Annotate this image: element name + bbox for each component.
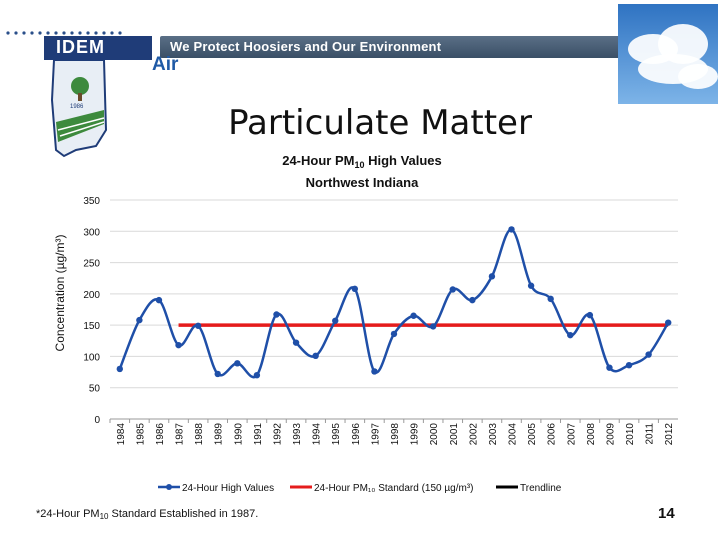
chart-title-sub: 10 [354, 160, 365, 170]
data-point [645, 351, 651, 357]
x-tick-label: 1997 [370, 423, 382, 446]
data-point [606, 364, 612, 370]
data-point [410, 313, 416, 319]
x-tick-label: 1989 [213, 423, 225, 446]
legend-marker [166, 484, 172, 490]
data-point [567, 332, 573, 338]
section-label: Air [152, 54, 179, 75]
x-tick-label: 1991 [252, 423, 264, 446]
data-point [293, 339, 299, 345]
slide-title: Particulate Matter [228, 103, 532, 143]
data-point [665, 319, 671, 325]
y-tick-label: 0 [94, 415, 100, 426]
x-tick-label: 2000 [429, 423, 441, 446]
data-point [371, 368, 377, 374]
x-tick-label: 2007 [566, 423, 578, 446]
x-tick-label: 1987 [174, 423, 186, 446]
x-tick-label: 1999 [409, 423, 421, 446]
y-tick-label: 250 [83, 258, 100, 270]
series-line-high-values [120, 229, 668, 377]
x-tick-label: 1986 [154, 423, 166, 446]
x-tick-label: 2009 [605, 423, 617, 446]
data-point [195, 323, 201, 329]
legend-label-standard: 24-Hour PM₁₀ Standard (150 µg/m³) [314, 483, 474, 494]
data-point [450, 286, 456, 292]
x-tick-label: 1993 [292, 423, 304, 446]
data-point [215, 371, 221, 377]
data-point [332, 318, 338, 324]
x-tick-label: 2010 [625, 423, 637, 446]
y-tick-label: 100 [83, 352, 100, 364]
page-number: 14 [658, 505, 675, 522]
data-point [254, 372, 260, 378]
data-point [626, 362, 632, 368]
x-axis-ticks [110, 419, 675, 445]
data-point [117, 366, 123, 372]
x-tick-label: 2006 [546, 423, 558, 446]
x-tick-label: 1984 [115, 423, 127, 446]
gridlines [110, 200, 678, 419]
y-tick-label: 300 [83, 227, 100, 239]
data-point [352, 286, 358, 292]
data-point [234, 360, 240, 366]
data-point [273, 311, 279, 317]
x-tick-label: 2008 [585, 423, 597, 446]
idem-logo: IDEM [56, 37, 105, 57]
x-tick-label: 2002 [468, 423, 480, 446]
slogan-text: We Protect Hoosiers and Our Environment [170, 39, 442, 54]
x-tick-label: 1992 [272, 423, 284, 446]
chart-title-prefix: 24-Hour PM [282, 153, 355, 168]
y-tick-label: 200 [83, 289, 100, 301]
data-point [508, 226, 514, 232]
data-point [469, 297, 475, 303]
data-point [547, 296, 553, 302]
x-tick-label: 1988 [194, 423, 206, 446]
x-tick-label: 1990 [233, 423, 245, 446]
y-tick-label: 350 [83, 196, 100, 207]
chart-subtitle: Northwest Indiana [305, 175, 419, 190]
chart-legend [158, 483, 562, 494]
footnote-sub: 10 [99, 512, 109, 521]
x-tick-label: 1995 [331, 423, 343, 446]
x-tick-label: 2005 [527, 423, 539, 446]
data-point [175, 342, 181, 348]
x-tick-label: 2011 [644, 423, 656, 445]
legend-label-trendline: Trendline [520, 483, 562, 494]
series-layer [117, 226, 672, 378]
x-tick-label: 1985 [135, 423, 147, 446]
data-point [312, 353, 318, 359]
data-point [489, 273, 495, 279]
data-point [587, 312, 593, 318]
footnote-prefix: *24-Hour PM [36, 508, 100, 520]
x-tick-label: 1996 [350, 423, 362, 446]
seal-year: 1986 [70, 104, 84, 110]
footnote-suffix: Standard Established in 1987. [108, 508, 259, 520]
chart-title-suffix: High Values [364, 153, 442, 168]
y-axis-label: Concentration (µg/m³) [53, 234, 67, 352]
y-tick-label: 150 [83, 321, 100, 333]
data-point [136, 317, 142, 323]
data-point [430, 323, 436, 329]
legend-label-high-values: 24-Hour High Values [182, 483, 275, 494]
x-tick-label: 1994 [311, 423, 323, 446]
y-axis-ticks [83, 196, 100, 426]
x-tick-label: 2012 [664, 423, 676, 446]
data-point [156, 297, 162, 303]
data-point [528, 283, 534, 289]
y-tick-label: 50 [88, 383, 100, 395]
x-tick-label: 1998 [390, 423, 401, 446]
x-tick-label: 2003 [487, 423, 499, 446]
x-tick-label: 2001 [448, 423, 460, 446]
footnote [36, 508, 258, 521]
data-point [391, 331, 397, 337]
x-tick-label: 2004 [507, 423, 519, 446]
